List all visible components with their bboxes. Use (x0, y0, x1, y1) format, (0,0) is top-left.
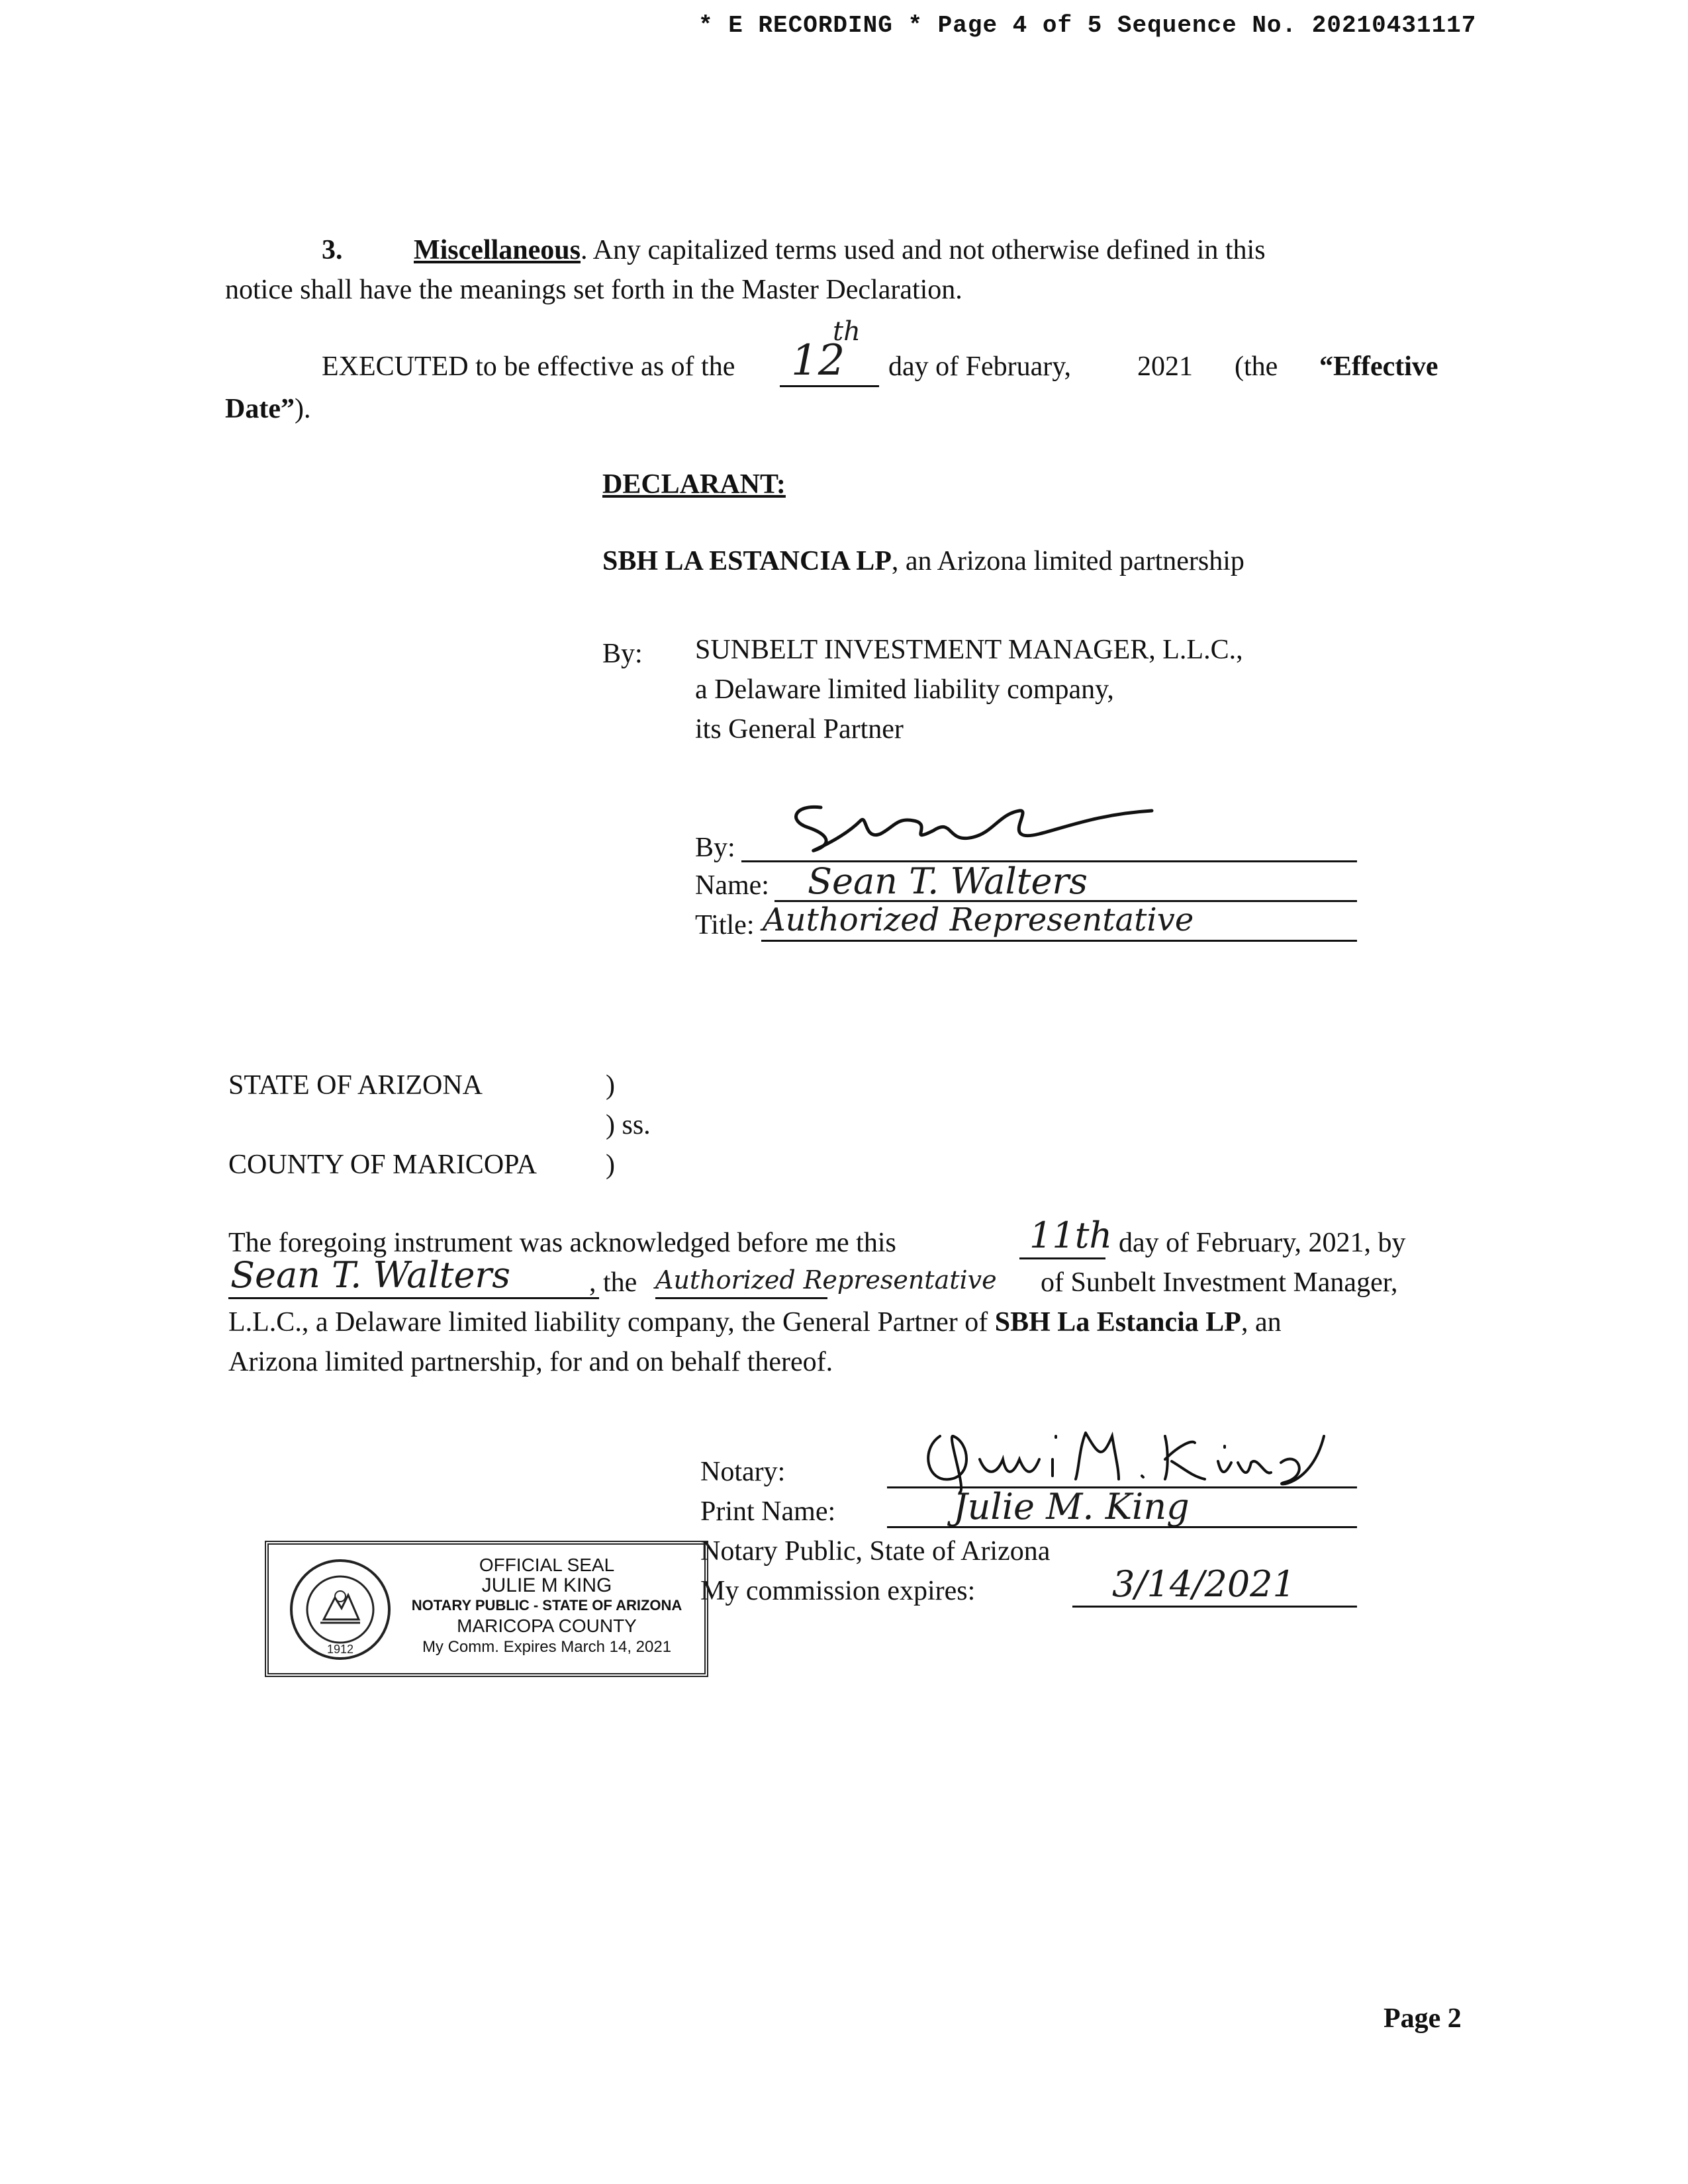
seal-ring-year: 1912 (326, 1643, 354, 1656)
executed-day-handwritten: 12 (791, 336, 845, 385)
ack-name-handwritten: Sean T. Walters (230, 1254, 510, 1296)
declarant-by-label: By: (602, 639, 643, 669)
effective-end: ). (294, 394, 311, 424)
section-3-line1 (414, 233, 1266, 268)
print-name-label: Print Name: (700, 1496, 836, 1527)
venue-ss: ) ss. (606, 1110, 651, 1140)
sig-title-handwritten: Authorized Representative (763, 901, 1194, 938)
sig-by-label: By: (695, 833, 735, 863)
executed-prefix: EXECUTED to be effective as of the (322, 351, 735, 382)
page-number: Page 2 (1383, 2003, 1462, 2034)
venue-paren-1: ) (606, 1070, 615, 1101)
venue-state: STATE OF ARIZONA (228, 1070, 483, 1101)
executed-mid: day of February, (888, 351, 1072, 382)
notary-label: Notary: (700, 1457, 786, 1487)
venue-paren-3: ) (606, 1150, 615, 1180)
ack-line3-bold: SBH La Estancia LP (994, 1307, 1241, 1338)
recording-stamp: * E RECORDING * Page 4 of 5 Sequence No. 20210431117 (698, 12, 1477, 39)
ack-line1-prefix: The foregoing instrument was acknowledged before me this (228, 1228, 896, 1258)
ack-the: , the (589, 1267, 637, 1298)
section-text-line1: . Any capitalized terms used and not otherwise defined in this (580, 235, 1266, 265)
seal-line4: MARICOPA COUNTY (457, 1615, 637, 1636)
effective-date-line2 (225, 392, 310, 427)
section-heading: Miscellaneous (414, 235, 581, 265)
executed-year: 2021 (1137, 351, 1193, 382)
notary-public-line: Notary Public, State of Arizona (700, 1536, 1051, 1567)
notary-signature (914, 1410, 1337, 1496)
seal-line1: OFFICIAL SEAL (479, 1555, 615, 1575)
notary-seal-stamp (265, 1541, 708, 1677)
manager-line3: its General Partner (695, 714, 904, 745)
ack-title-handwritten: Authorized Representative (655, 1265, 997, 1295)
declarant-heading: DECLARANT: (602, 469, 786, 500)
seal-line3: NOTARY PUBLIC - STATE OF ARIZONA (411, 1597, 682, 1614)
declarant-entity-desc: , an Arizona limited partnership (891, 546, 1244, 576)
manager-line2: a Delaware limited liability company, (695, 674, 1114, 705)
commission-line (1072, 1606, 1357, 1608)
section-number: 3. (322, 235, 343, 265)
manager-line1: SUNBELT INVESTMENT MANAGER, L.L.C., (695, 635, 1243, 665)
sig-title-line (761, 940, 1357, 942)
seal-line5: My Comm. Expires March 14, 2021 (422, 1638, 672, 1656)
commission-label: My commission expires: (700, 1576, 976, 1606)
ack-day-handwritten: 11th (1029, 1214, 1113, 1256)
effective-bold-2: Date” (225, 394, 295, 424)
ack-line1-suffix: day of February, 2021, by (1119, 1228, 1406, 1258)
ack-day-line (1019, 1257, 1105, 1259)
sig-name-handwritten: Sean T. Walters (808, 860, 1088, 902)
effective-bold-1: “Effective (1319, 351, 1438, 382)
arizona-state-seal-icon (287, 1557, 393, 1662)
ack-line3-text: L.L.C., a Delaware limited liability company, the General Partner of (228, 1307, 988, 1338)
seal-line2: JULIE M KING (481, 1574, 612, 1596)
declarant-entity (602, 544, 1244, 579)
venue-county: COUNTY OF MARICOPA (228, 1150, 537, 1180)
ack-line3 (228, 1305, 1282, 1340)
ack-name-line (228, 1297, 599, 1299)
commission-handwritten: 3/14/2021 (1112, 1563, 1295, 1605)
sig-title-label: Title: (695, 910, 755, 940)
declarant-entity-name: SBH LA ESTANCIA LP (602, 546, 892, 576)
ack-line2-rest: of Sunbelt Investment Manager, (1041, 1267, 1398, 1298)
print-name-handwritten: Julie M. King (953, 1486, 1190, 1527)
executed-day-suffix: th (833, 316, 861, 347)
executed-paren: (the (1235, 351, 1278, 382)
declarant-signature (781, 781, 1165, 860)
ack-title-line (655, 1297, 827, 1299)
sig-name-label: Name: (695, 870, 769, 901)
ack-line3-end: , an (1241, 1307, 1282, 1338)
section-text-line2: notice shall have the meanings set forth in the Master Declaration. (225, 275, 962, 305)
ack-line4: Arizona limited partnership, for and on behalf thereof. (228, 1347, 833, 1377)
executed-day-line (780, 385, 879, 387)
